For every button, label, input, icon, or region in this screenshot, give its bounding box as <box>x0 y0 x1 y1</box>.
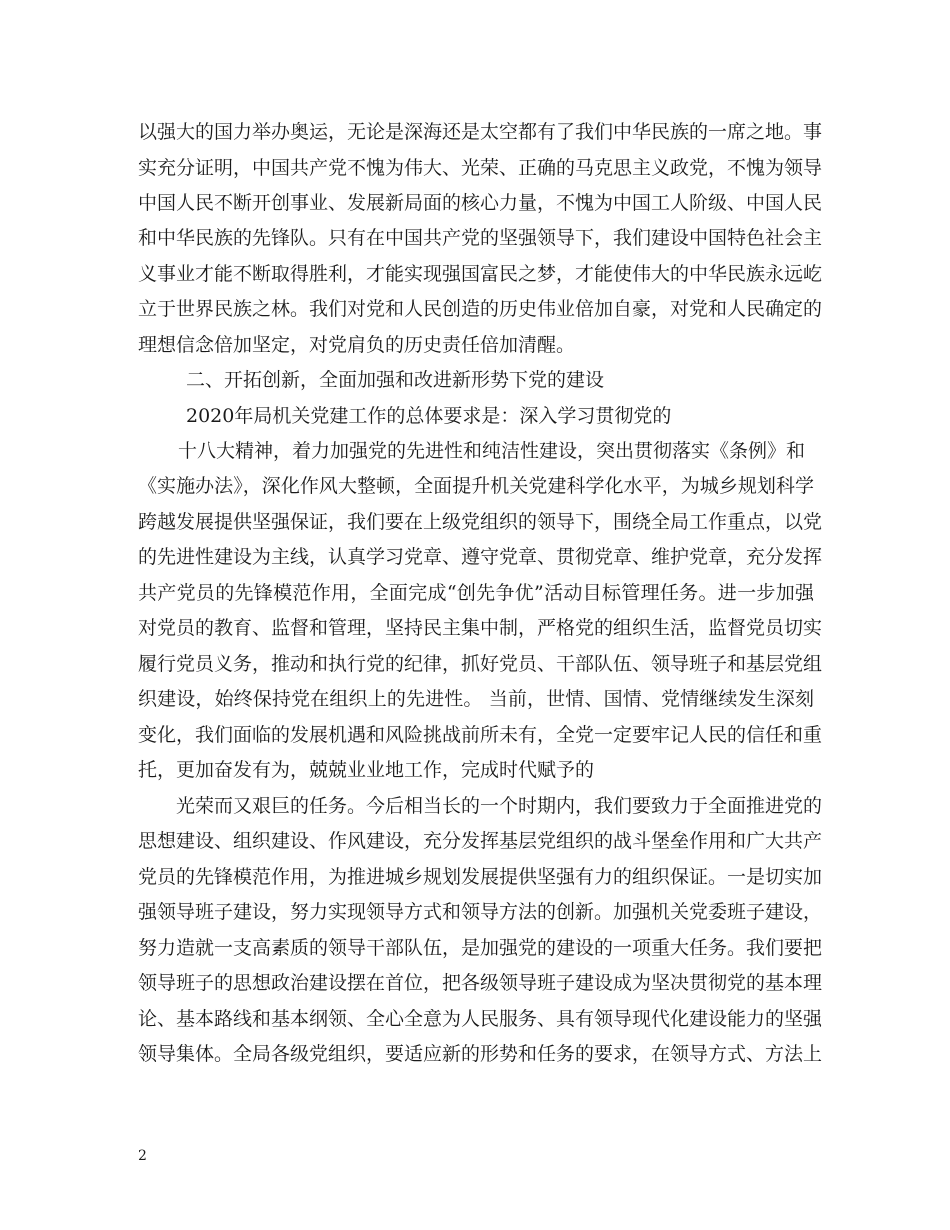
body-line: 2020年局机关党建工作的总体要求是：深入学习贯彻党的 <box>186 405 672 427</box>
body-line: 《实施办法》，深化作风大整顿，全面提升机关党建科学化水平，为城乡规划科学 <box>138 475 814 497</box>
body-line: 论、基本路线和基本纲领、全心全意为人民服务、具有领导现代化建设能力的坚强 <box>138 1008 823 1030</box>
body-line: 努力造就一支高素质的领导干部队伍，是加强党的建设的一项重大任务。我们要把 <box>138 937 823 959</box>
body-line: 领导集体。全局各级党组织，要适应新的形势和任务的要求，在领导方式、方法上 <box>138 1043 823 1065</box>
body-line: 立于世界民族之林。我们对党和人民创造的历史伟业倍加自豪，对党和人民确定的 <box>138 298 823 320</box>
body-line: 义事业才能不断取得胜利，才能实现强国富民之梦，才能使伟大的中华民族永远屹 <box>138 263 823 285</box>
section-heading: 二、开拓创新，全面加强和改进新形势下党的建设 <box>186 369 605 391</box>
body-line: 的先进性建设为主线，认真学习党章、遵守党章、贯彻党章、维护党章，充分发挥 <box>138 546 823 568</box>
body-line: 跨越发展提供坚强保证，我们要在上级党组织的领导下，围绕全局工作重点，以党 <box>138 511 823 533</box>
body-line: 思想建设、组织建设、作风建设，充分发挥基层党组织的战斗堡垒作用和广大共产 <box>138 830 823 852</box>
body-line: 托，更加奋发有为，兢兢业业地工作，完成时代赋予的 <box>138 759 595 781</box>
body-line: 对党员的教育、监督和管理，坚持民主集中制，严格党的组织生活，监督党员切实 <box>138 617 823 639</box>
body-line: 履行党员义务，推动和执行党的纪律，抓好党员、干部队伍、领导班子和基层党组 <box>138 653 823 675</box>
body-line: 领导班子的思想政治建设摆在首位，把各级领导班子建设成为坚决贯彻党的基本理 <box>138 972 823 994</box>
body-line: 十八大精神，着力加强党的先进性和纯洁性建设，突出贯彻落实《条例》和 <box>178 440 806 462</box>
body-line: 织建设，始终保持党在组织上的先进性。 当前，世情、国情、党情继续发生深刻 <box>138 688 814 710</box>
page-number: 2 <box>138 1148 147 1164</box>
body-line: 以强大的国力举办奥运，无论是深海还是太空都有了我们中华民族的一席之地。事 <box>138 121 823 143</box>
body-line: 中国人民不断开创事业、发展新局面的核心力量，不愧为中国工人阶级、中国人民 <box>138 192 823 214</box>
body-line: 党员的先锋模范作用，为推进城乡规划发展提供坚强有力的组织保证。一是切实加 <box>138 866 823 888</box>
body-line: 光荣而又艰巨的任务。今后相当长的一个时期内，我们要致力于全面推进党的 <box>176 795 823 817</box>
body-line: 实充分证明，中国共产党不愧为伟大、光荣、正确的马克思主义政党，不愧为领导 <box>138 157 823 179</box>
body-line: 变化，我们面临的发展机遇和风险挑战前所未有，全党一定要牢记人民的信任和重 <box>138 724 823 746</box>
body-line: 理想信念倍加坚定，对党肩负的历史责任倍加清醒。 <box>138 334 576 356</box>
body-line: 和中华民族的先锋队。只有在中国共产党的坚强领导下，我们建设中国特色社会主 <box>138 227 823 249</box>
body-line: 共产党员的先锋模范作用，全面完成“创先争优”活动目标管理任务。进一步加强 <box>138 582 814 604</box>
body-line: 强领导班子建设，努力实现领导方式和领导方法的创新。加强机关党委班子建设， <box>138 901 823 923</box>
